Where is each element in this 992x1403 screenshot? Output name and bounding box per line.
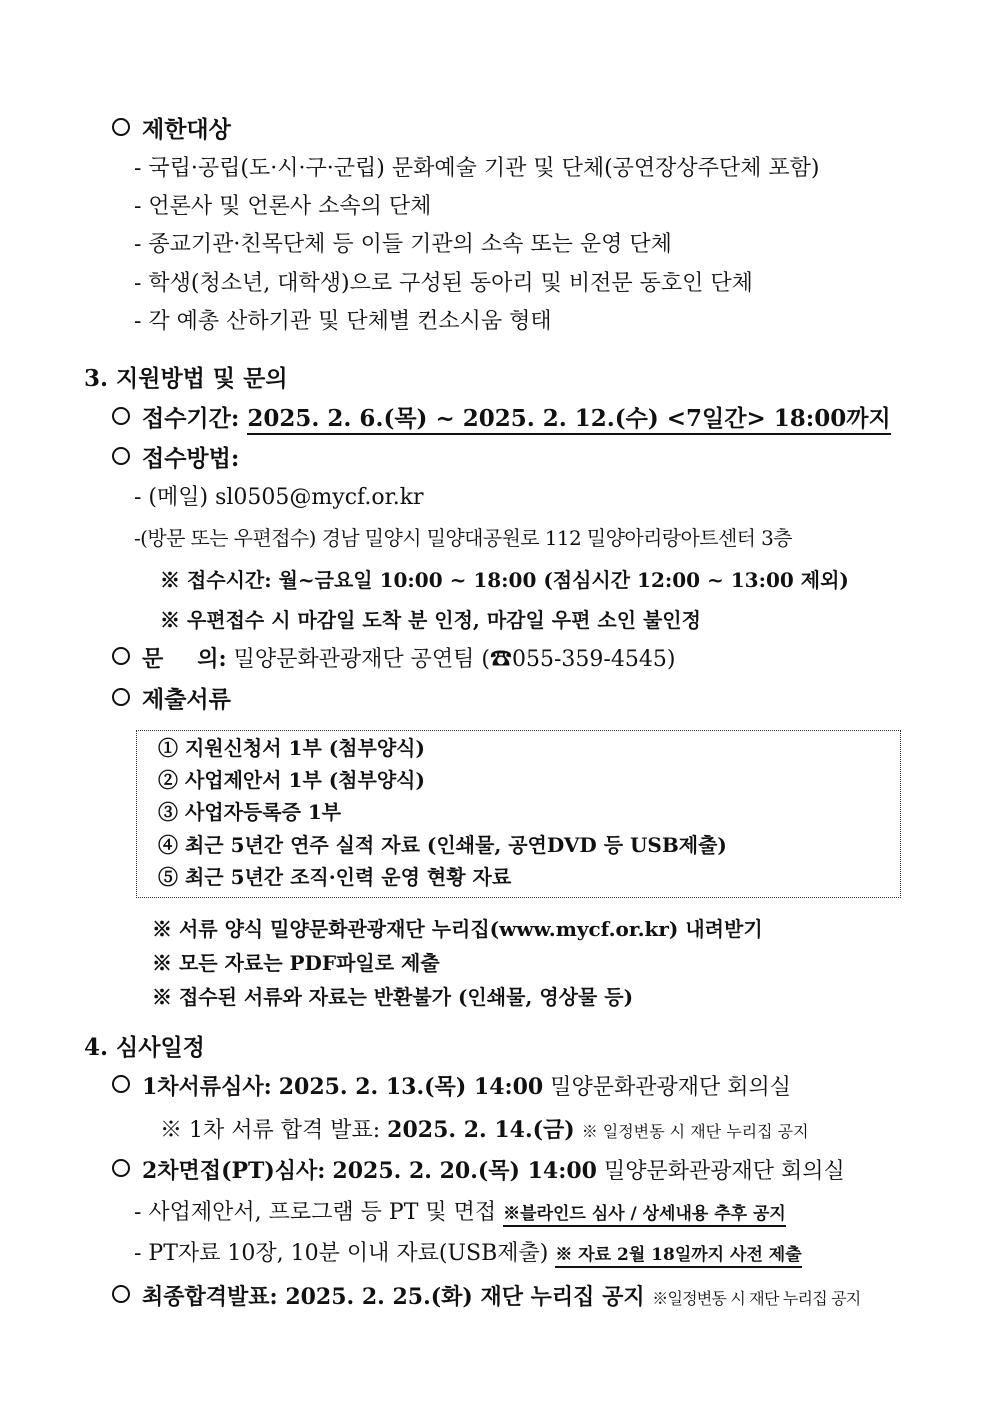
doc-note: ※ 접수된 서류와 자료는 반환불가 (인쇄물, 영상물 등)	[152, 985, 634, 1009]
pt-line-1-note: ※블라인드 심사 / 상세내용 추후 공지	[503, 1204, 786, 1227]
doc-item: ⑤ 최근 5년간 조직·인력 운영 현황 자료	[158, 865, 512, 889]
bullet-circle-icon	[112, 688, 130, 706]
note-receipt-time: ※ 접수시간: 월~금요일 10:00 ~ 18:00 (점심시간 12:00 ~ 13:00 제외)	[160, 568, 849, 592]
doc-item: ④ 최근 5년간 연주 실적 자료 (인쇄물, 공연DVD 등 USB제출)	[158, 833, 727, 857]
doc-item: ② 사업제안서 1부 (첨부양식)	[158, 768, 425, 792]
pt-line-2-note: ※ 자료 2월 18일까지 사전 제출	[555, 1245, 801, 1268]
docs-heading: 제출서류	[112, 686, 231, 714]
restrict-item: - 언론사 및 언론사 소속의 단체	[134, 194, 432, 219]
contact-value: 밀양문화관광재단 공연팀 (☎055-359-4545)	[233, 647, 676, 672]
restrict-item: - 종교기관·친목단체 등 이들 기관의 소속 또는 운영 단체	[134, 232, 672, 257]
pt-line-1: - 사업제안서, 프로그램 등 PT 및 면접 ※블라인드 심사 / 상세내용 추후 공지	[134, 1200, 786, 1225]
bullet-circle-icon	[112, 647, 130, 665]
bullet-circle-icon	[112, 118, 130, 136]
restrict-item: - 각 예총 산하기관 및 단체별 컨소시움 형태	[134, 309, 552, 334]
method-row: 접수방법:	[112, 445, 239, 473]
period-value: 2025. 2. 6.(목) ~ 2025. 2. 12.(수) <7일간> 18:00까지	[247, 405, 890, 435]
bullet-circle-icon	[112, 447, 130, 465]
pt-line-2: - PT자료 10장, 10분 이내 자료(USB제출) ※ 자료 2월 18일까지 사전 제출	[134, 1241, 802, 1266]
restrict-item: - 학생(청소년, 대학생)으로 구성된 동아리 및 비전문 동호인 단체	[134, 271, 753, 296]
doc-item: ① 지원신청서 1부 (첨부양식)	[158, 736, 425, 760]
section3-title: 3. 지원방법 및 문의	[84, 365, 288, 392]
restrict-heading: 제한대상	[112, 116, 231, 144]
bullet-circle-icon	[112, 407, 130, 425]
visit-line: -(방문 또는 우편접수) 경남 밀양시 밀양대공원로 112 밀양아리랑아트센터 3층	[134, 526, 793, 550]
doc-item: ③ 사업자등록증 1부	[158, 800, 342, 824]
first-review-row: 1차서류심사: 2025. 2. 13.(목) 14:00 밀양문화관광재단 회의실	[112, 1074, 791, 1101]
second-review-row: 2차면접(PT)심사: 2025. 2. 20.(목) 14:00 밀양문화관광재단 회의실	[112, 1158, 845, 1185]
bullet-circle-icon	[112, 1159, 130, 1177]
doc-note: ※ 모든 자료는 PDF파일로 제출	[152, 951, 440, 975]
bullet-circle-icon	[112, 1285, 130, 1303]
note-post: ※ 우편접수 시 마감일 도착 분 인정, 마감일 우편 소인 불인정	[160, 608, 701, 632]
final-row: 최종합격발표: 2025. 2. 25.(화) 재단 누리집 공지 ※일정변동 시 재단 누리집 공지	[112, 1284, 860, 1310]
first-result-row: ※ 1차 서류 합격 발표: 2025. 2. 14.(금) ※ 일정변동 시 재단 누리집 공지	[160, 1117, 809, 1143]
period-row: 접수기간: 2025. 2. 6.(목) ~ 2025. 2. 12.(수) <7일간> 18:00까지	[112, 405, 891, 433]
bullet-circle-icon	[112, 1075, 130, 1093]
section4-title: 4. 심사일정	[84, 1034, 205, 1061]
contact-row: 문 의: 밀양문화관광재단 공연팀 (☎055-359-4545)	[112, 646, 675, 673]
restrict-item: - 국립·공립(도·시·구·군립) 문화예술 기관 및 단체(공연장상주단체 포함)	[134, 156, 820, 181]
email-line: - (메일) sl0505@mycf.or.kr	[134, 485, 424, 510]
doc-note: ※ 서류 양식 밀양문화관광재단 누리집(www.mycf.or.kr) 내려받기	[152, 917, 763, 941]
